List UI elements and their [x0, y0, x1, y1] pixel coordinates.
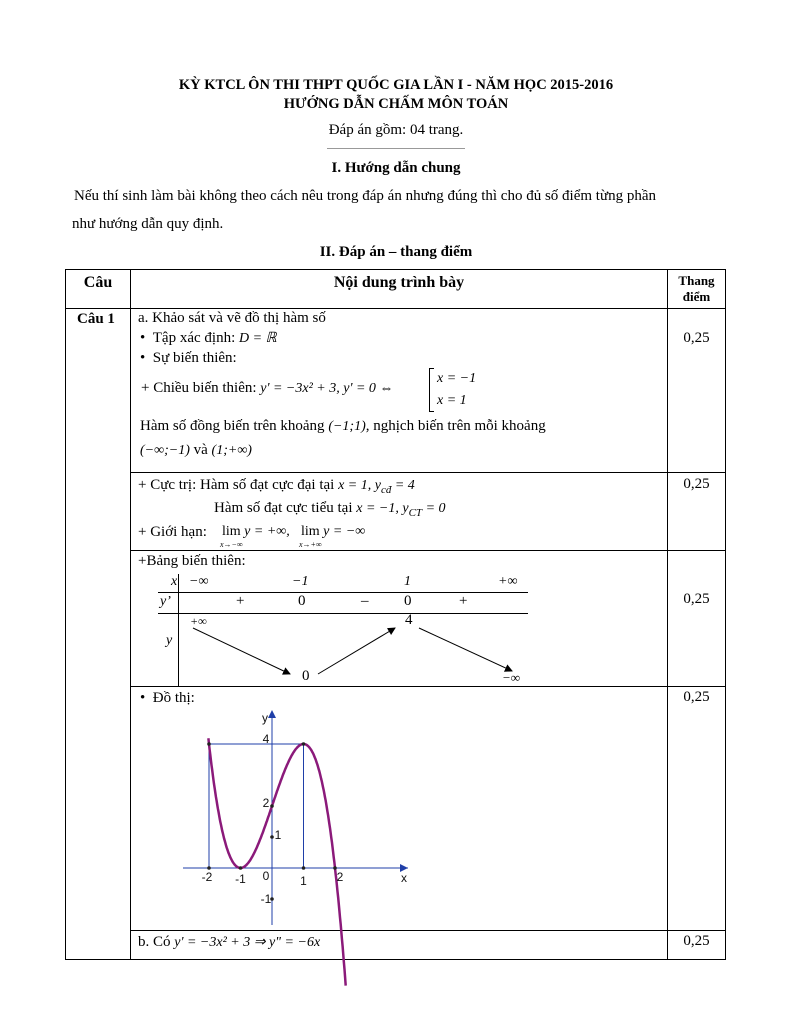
graph-point	[270, 804, 274, 808]
graph-point	[302, 742, 306, 746]
dothi-label: Đồ thị:	[152, 690, 195, 706]
graph-point	[302, 866, 306, 870]
dongbien-text: Hàm số đồng biến trên khoảng	[140, 418, 325, 434]
section2-heading: II. Đáp án – thang điểm	[319, 244, 473, 260]
col-header-noidung: Nội dung trình bày	[333, 274, 465, 291]
cuctri-value: = 4	[391, 478, 415, 493]
x-tick-label: 0	[262, 869, 270, 883]
part-b-formula: y' = −3x² + 3 ⇒ y" = −6x	[174, 935, 321, 950]
root-1: x = −1	[437, 371, 477, 386]
bullet-dot: •	[140, 330, 146, 346]
part-b-label: b. Có	[138, 934, 171, 950]
lim-2-expr: y = −∞	[323, 524, 366, 539]
score-row5: 0,25	[683, 933, 710, 949]
bbt-yp-value: +	[459, 593, 468, 609]
bbt-x-value: 1	[404, 574, 411, 589]
cuctieu-value: = 0	[422, 501, 446, 516]
cuctri-sub: cđ	[380, 484, 392, 496]
score-row2: 0,25	[683, 476, 710, 492]
bbt-y-top-left: +∞	[190, 614, 207, 628]
y-axis-arrow	[268, 710, 276, 718]
cbt-formula: y' = −3x² + 3, y' = 0 ⇔	[260, 381, 394, 396]
col-header-diem: điểm	[682, 289, 711, 304]
lim-2-sub: x→+∞	[299, 540, 322, 549]
graph-point	[239, 866, 243, 870]
bbt-yp-value: 0	[298, 593, 306, 609]
section1-text-line2: như hướng dẫn quy định.	[72, 216, 224, 232]
x-tick-label: 1	[300, 874, 307, 888]
y-axis-label: y	[262, 711, 268, 725]
cbt-label: + Chiều biến thiên:	[141, 380, 257, 396]
doc-title-1: KỲ KTCL ÔN THI THPT QUỐC GIA LẦN I - NĂM HỌC 2015-2016	[178, 77, 614, 93]
bbt-y-label: y	[166, 633, 173, 648]
graph-point	[270, 835, 274, 839]
bbt-yp-value: –	[361, 593, 369, 609]
lim-word: lim	[222, 524, 241, 539]
y-tick-label: 1	[274, 828, 282, 842]
part-b-line	[138, 934, 320, 951]
bbt-yp-value: +	[236, 593, 245, 609]
y-tick-label: 2	[262, 796, 270, 810]
nghichbien-interval-1: (−∞;−1)	[140, 443, 190, 458]
section1-heading: I. Hướng dẫn chung	[331, 160, 461, 176]
score-row3: 0,25	[683, 591, 710, 607]
score-row4: 0,25	[683, 689, 710, 705]
bullet-dot: •	[140, 690, 146, 706]
root-2: x = 1	[437, 393, 467, 408]
cuctieu-sub: CT	[408, 507, 423, 519]
y-tick-label: -1	[260, 892, 272, 906]
doc-title-2: HƯỚNG DẪN CHẤM MÔN TOÁN	[283, 96, 509, 112]
bbt-x-value: −∞	[189, 574, 209, 589]
lim-word: lim	[301, 524, 320, 539]
nghichbien-and: và	[193, 442, 208, 458]
graph-point	[207, 742, 211, 746]
section1-text-line1: Nếu thí sinh làm bài không theo cách nêu trong đáp án nhưng đúng thì cho đủ số điểm từng phần	[74, 188, 656, 204]
bullet-dot: •	[140, 350, 146, 366]
bbt-x-value: −1	[292, 574, 309, 589]
lim-1-sub: x→−∞	[220, 540, 243, 549]
x-axis-label: x	[401, 871, 407, 885]
bbt-y-min: 0	[302, 668, 310, 684]
bbt-x-label: x	[171, 574, 178, 589]
cuctieu-label: Hàm số đạt cực tiểu tại	[214, 500, 353, 516]
row-label-cau1: Câu 1	[77, 311, 115, 327]
bbt-yp-label: y’	[160, 594, 171, 609]
x-tick-label: 2	[336, 870, 344, 884]
lim-1-expr: y = +∞,	[244, 524, 290, 539]
sbt-label: Sự biến thiên:	[152, 350, 237, 366]
bbt-x-value: +∞	[498, 574, 518, 589]
part-a-title: a. Khảo sát và vẽ đồ thị hàm số	[138, 310, 326, 326]
nghichbien-interval-2: (1;+∞)	[211, 443, 252, 458]
dongbien-interval: (−1;1)	[328, 419, 366, 434]
col-header-thang: Thang	[678, 273, 715, 288]
txd-formula: D = ℝ	[239, 331, 277, 346]
x-tick-label: -1	[235, 872, 246, 886]
x-tick-label: -2	[201, 870, 213, 884]
txd-label: Tập xác định:	[152, 330, 236, 346]
bbt-yp-value: 0	[404, 593, 412, 609]
cuctieu-formula: x = −1, y	[356, 501, 409, 516]
bbt-label: +Bảng biến thiên:	[138, 553, 246, 569]
col-header-cau: Câu	[83, 274, 113, 291]
gioihan-label: + Giới hạn:	[138, 524, 207, 540]
bbt-y-bottom-right: −∞	[502, 670, 521, 685]
score-row1: 0,25	[683, 330, 710, 346]
cuctri-formula: x = 1, y	[338, 478, 381, 493]
nghichbien-text: , nghịch biến trên mỗi khoảng	[365, 418, 546, 434]
doc-pages-note: Đáp án gồm: 04 trang.	[328, 122, 464, 138]
bbt-y-max: 4	[405, 612, 413, 628]
cuctri-label: + Cực trị: Hàm số đạt cực đại tại	[138, 477, 335, 493]
y-tick-label: 4	[262, 732, 270, 746]
